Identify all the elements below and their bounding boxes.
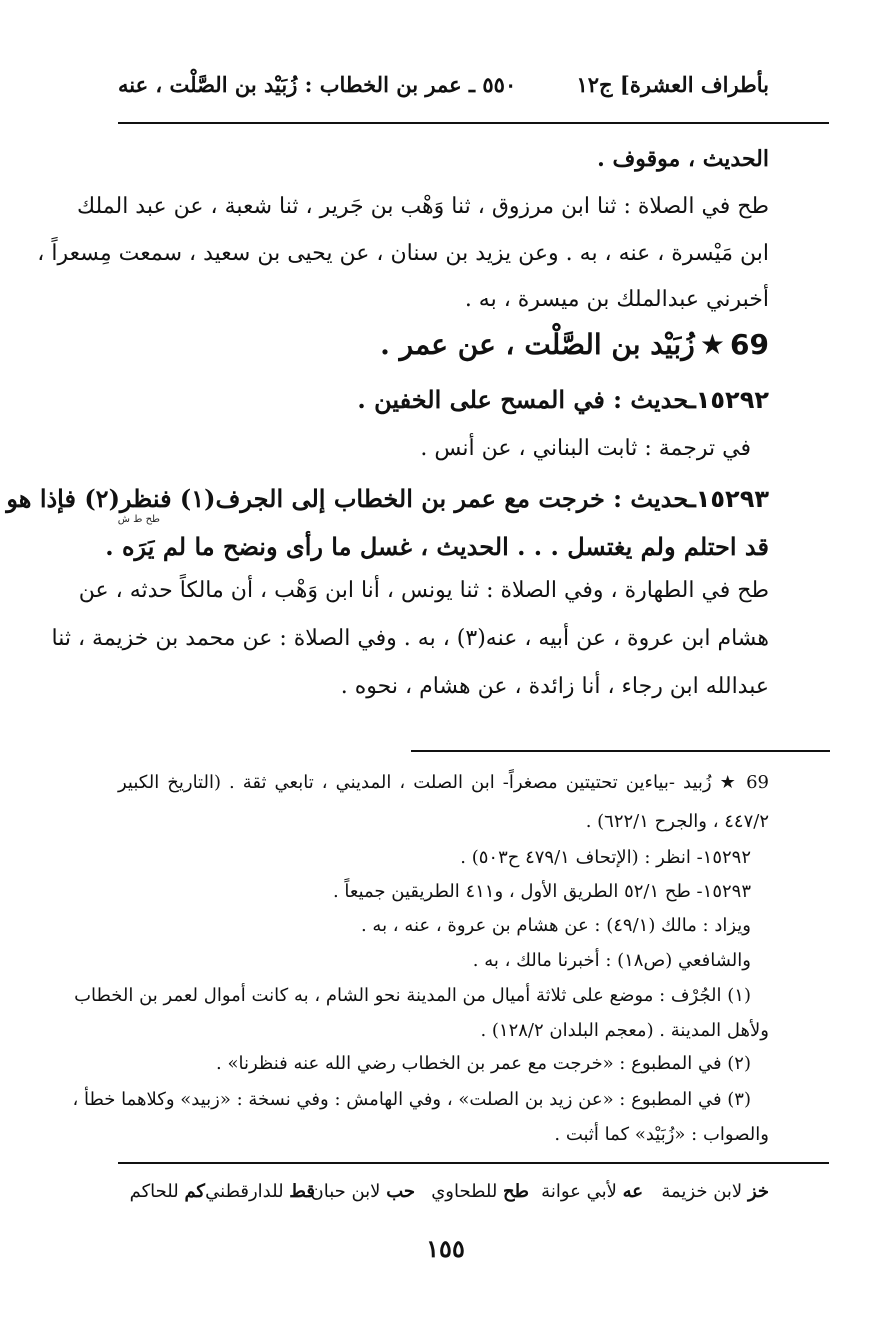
footnote-line-8: ولأهل المدينة . (معجم البلدان ١٢٨/٢) . xyxy=(480,1020,769,1041)
hadith-title: ـحديث : في المسح على الخفين . xyxy=(357,385,696,414)
body-line-2: طح في الصلاة : ثنا ابن مرزوق ، ثنا وَهْب بن جَرير ، ثنا شعبة ، عن عبد الملك xyxy=(76,194,769,219)
abbreviation-divider xyxy=(118,1162,829,1164)
abbr-item-4 xyxy=(205,1181,315,1202)
star-icon: ★ xyxy=(699,328,725,361)
footnote-line-9: (٢) في المطبوع : «خرجت مع عمر بن الخطاب رضي الله عنه فنظرنا» . xyxy=(216,1053,751,1074)
body-line-8: عبدالله ابن رجاء ، أنا زائدة ، عن هشام ، نحوه . xyxy=(340,674,769,699)
abbr-code: حب xyxy=(386,1181,415,1202)
source-codes: طح ط ش xyxy=(117,514,160,525)
abbr-name: للحاكم xyxy=(129,1181,179,1202)
footnote-divider xyxy=(411,750,830,752)
section-title: زُبَيْد بن الصَّلْت ، عن عمر . xyxy=(380,328,695,361)
hadith-continuation: قد احتلم ولم يغتسل . . . الحديث ، غسل ما رأى ونضح ما لم يَرَه . xyxy=(105,532,769,561)
body-line-4: أخبرني عبدالملك بن ميسرة ، به . xyxy=(464,287,769,312)
section-heading xyxy=(380,328,769,361)
body-line-1: الحديث ، موقوف . xyxy=(597,146,769,172)
page-number: ١٥٥ xyxy=(426,1234,465,1263)
abbr-item-2 xyxy=(431,1181,529,1202)
hadith-title: ـحديث : خرجت مع عمر بن الخطاب إلى الجرف(١) فنظر(٢) فإذا هو xyxy=(6,484,696,513)
running-header-title: ٥٥٠ ـ عمر بن الخطاب : زُبَيْد بن الصَّلْت ، عنه xyxy=(118,72,517,97)
hadith-number: ١٥٢٩٣ xyxy=(695,485,769,513)
section-number: 69 xyxy=(730,328,769,361)
abbr-item-3 xyxy=(310,1181,415,1202)
body-line-6: طح في الطهارة ، وفي الصلاة : ثنا يونس ، أنا ابن وَهْب ، أن مالكاً حدثه ، عن xyxy=(78,578,769,603)
abbr-code: طح xyxy=(503,1181,529,1202)
abbr-code: كم xyxy=(184,1181,205,1202)
hadith-number: ١٥٢٩٢ xyxy=(695,386,769,414)
body-line-3: ابن مَيْسرة ، عنه ، به . وعن يزيد بن سنان ، عن يحيى بن سعيد ، سمعت مِسعراً ، xyxy=(37,241,769,266)
footnote-line-11: والصواب : «زُبَيْد» كما أثبت . xyxy=(554,1124,769,1145)
abbr-code: قط xyxy=(289,1181,315,1202)
hadith-heading-15292 xyxy=(357,385,769,414)
hadith-heading-15293 xyxy=(6,484,769,513)
abbr-name: للدارقطني xyxy=(205,1181,284,1202)
body-line-7: هشام ابن عروة ، عن أبيه ، عنه(٣) ، به . وفي الصلاة : عن محمد بن خزيمة ، ثنا xyxy=(51,626,769,651)
footnote-line-4: ١٥٢٩٣- طح ٥٢/١ الطريق الأول ، و٤١١ الطريقين جميعاً . xyxy=(332,881,751,902)
footnote-line-6: والشافعي (ص١٨) : أخبرنا مالك ، به . xyxy=(472,950,751,971)
footnote-line-10: (٣) في المطبوع : «عن زيد بن الصلت» ، وفي الهامش : وفي نسخة : «زبيد» وكلاهما خطأ ، xyxy=(72,1089,751,1110)
footnote-line-7: (١) الجُرْف : موضع على ثلاثة أميال من المدينة نحو الشام ، به كانت أموال لعمر بن الخطاب xyxy=(74,985,751,1006)
abbr-code: خز xyxy=(747,1181,769,1202)
abbr-name: للطحاوي xyxy=(431,1181,498,1202)
footnote-line-1: 69 ★ زُبيد -بياءين تحتيتين مصغراً- ابن الصلت ، المديني ، تابعي ثقة . (التاريخ الكبير xyxy=(118,772,769,793)
body-line-5: في ترجمة : ثابت البناني ، عن أنس . xyxy=(420,436,751,461)
abbr-item-0 xyxy=(661,1181,769,1202)
abbr-code: عه xyxy=(622,1181,643,1202)
footnote-line-5: ويزاد : مالك (٤٩/١) : عن هشام بن عروة ، عنه ، به . xyxy=(360,915,751,936)
abbr-name: لأبي عوانة xyxy=(541,1181,617,1202)
abbr-item-5 xyxy=(130,1181,205,1202)
footnote-line-2: ٤٤٧/٢ ، والجرح ٦٢٢/١) . xyxy=(585,811,769,832)
header-divider xyxy=(118,122,829,124)
abbr-name: لابن خزيمة xyxy=(661,1181,743,1202)
abbr-item-1 xyxy=(541,1181,643,1202)
running-header-volume: بأطراف العشرة] ج١٢ xyxy=(576,72,769,97)
footnote-line-3: ١٥٢٩٢- انظر : (الإتحاف ٤٧٩/١ ح٥٠٣) . xyxy=(460,847,751,868)
abbr-name: لابن حبان xyxy=(310,1181,381,1202)
